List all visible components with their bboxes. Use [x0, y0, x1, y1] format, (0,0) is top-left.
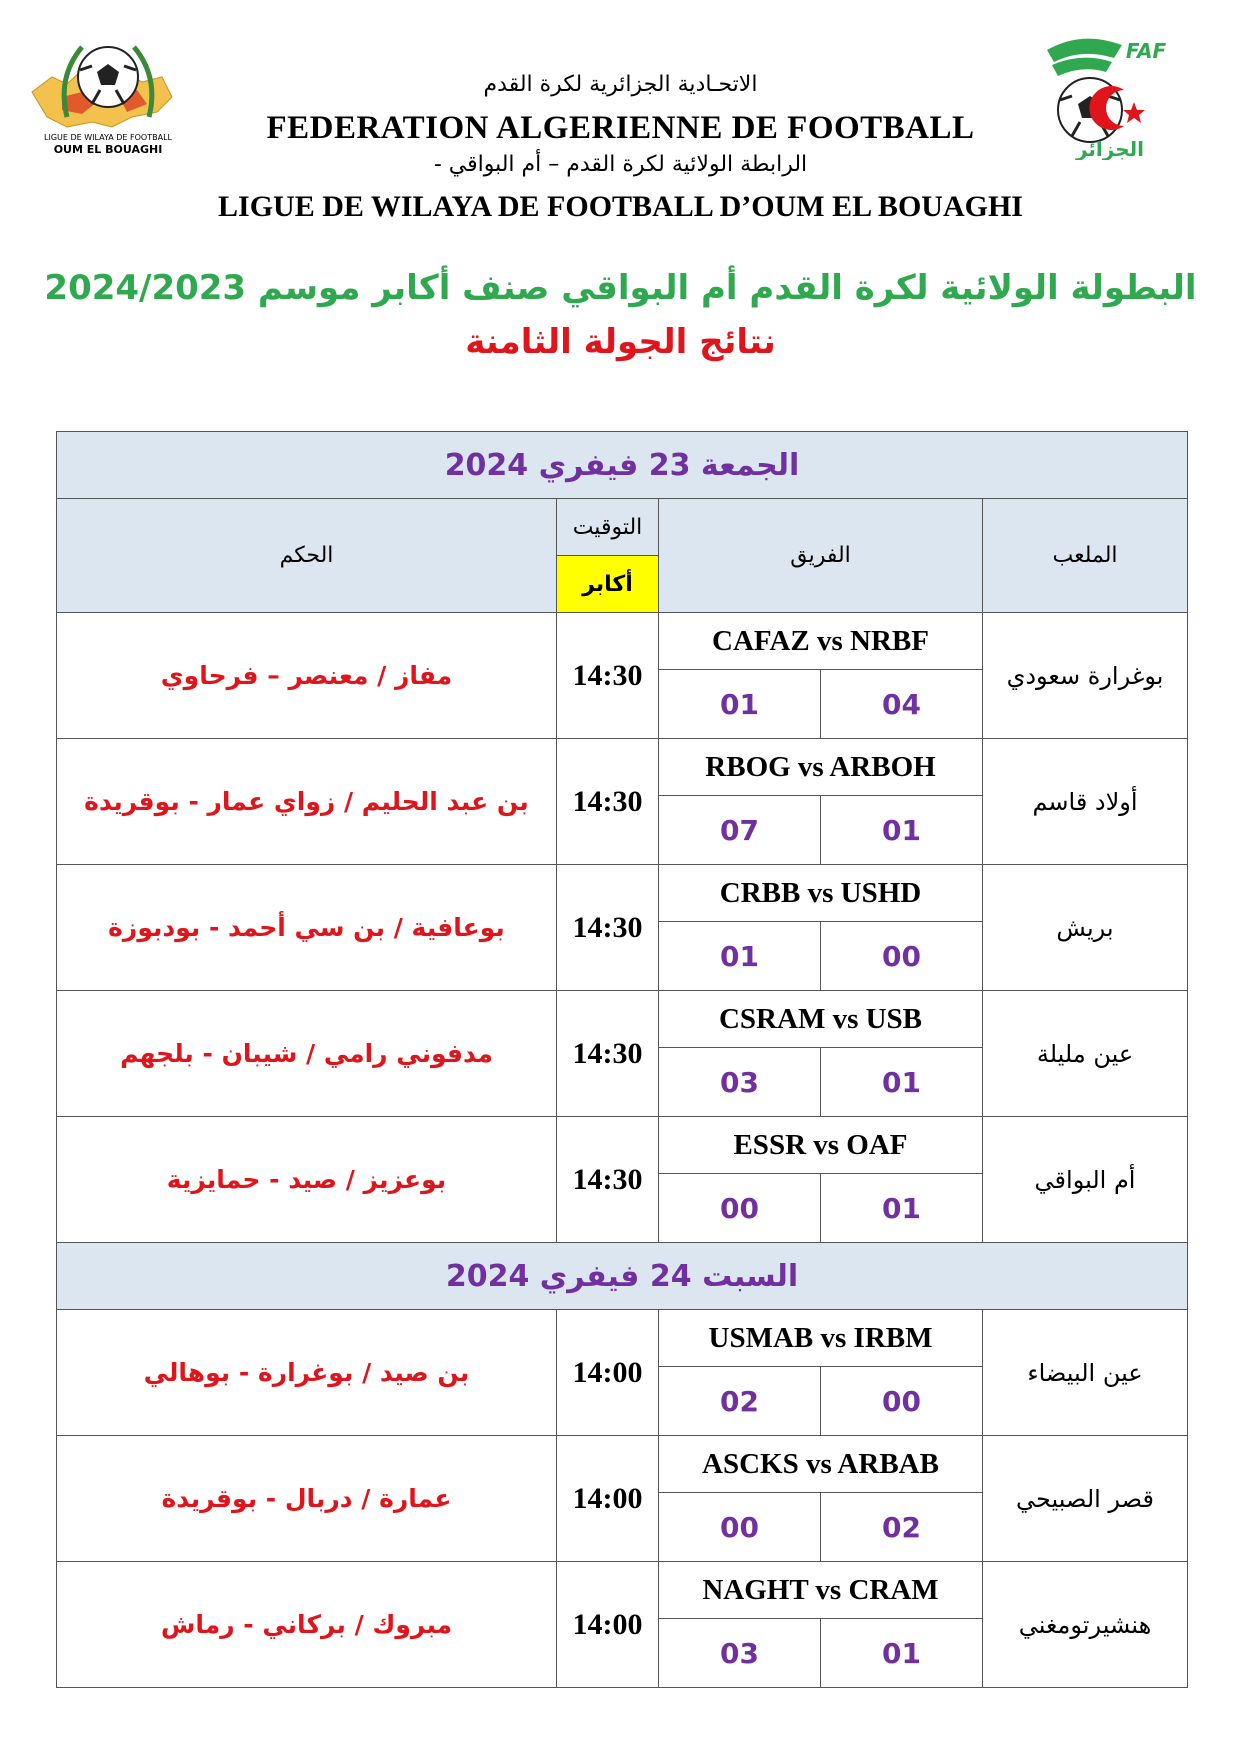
kickoff-time: 14:30 [557, 613, 659, 739]
col-referee: الحكم [57, 499, 557, 613]
table-row [57, 991, 1188, 1048]
match-teams: USMAB vs IRBM [659, 1310, 983, 1367]
score-home: 01 [821, 1174, 983, 1243]
kickoff-time: 14:00 [557, 1310, 659, 1436]
venue: أم البواقي [983, 1117, 1188, 1243]
venue: أولاد قاسم [983, 739, 1188, 865]
col-category: أكابر [557, 556, 659, 613]
score-away: 00 [659, 1493, 821, 1562]
faf-logo-text: FAF [1125, 39, 1167, 63]
score-away: 07 [659, 796, 821, 865]
league-name-arabic: الرابطة الولائية لكرة القدم – أم البواقي - [433, 152, 808, 177]
col-venue: الملعب [983, 499, 1188, 613]
venue: عين البيضاء [983, 1310, 1188, 1436]
table-row [57, 613, 1188, 670]
score-away: 02 [659, 1367, 821, 1436]
score-home: 01 [821, 796, 983, 865]
venue: هنشيرتومغني [983, 1562, 1188, 1688]
score-away: 01 [659, 670, 821, 739]
referees: بوعزيز / صيد - حمايزية [57, 1117, 557, 1243]
faf-logo-arabic: الجزائر [1075, 137, 1145, 160]
results-table [56, 431, 1188, 1688]
col-time: التوقيت [557, 499, 659, 556]
score-away: 03 [659, 1048, 821, 1117]
match-teams: ESSR vs OAF [659, 1117, 983, 1174]
venue: عين مليلة [983, 991, 1188, 1117]
score-home: 01 [821, 1619, 983, 1688]
table-row [57, 739, 1188, 796]
round-title: نتائج الجولة الثامنة [465, 322, 776, 362]
kickoff-time: 14:00 [557, 1436, 659, 1562]
match-teams: CRBB vs USHD [659, 865, 983, 922]
league-name-french: LIGUE DE WILAYA DE FOOTBALL D’OUM EL BOUAGHI [218, 190, 1023, 223]
table-row [57, 1117, 1188, 1174]
league-logo-text-2: OUM EL BOUAGHI [53, 143, 163, 156]
score-home: 00 [821, 1367, 983, 1436]
referees: مفاز / معنصر – فرحاوي [57, 613, 557, 739]
referees: مبروك / بركاني - رماش [57, 1562, 557, 1688]
score-away: 00 [659, 1174, 821, 1243]
score-home: 00 [821, 922, 983, 991]
kickoff-time: 14:30 [557, 1117, 659, 1243]
score-away: 03 [659, 1619, 821, 1688]
kickoff-time: 14:30 [557, 865, 659, 991]
score-home: 04 [821, 670, 983, 739]
federation-name-arabic: الاتحـادية الجزائرية لكرة القدم [483, 72, 758, 97]
referees: بوعافية / بن سي أحمد - بودبوزة [57, 865, 557, 991]
referees: بن صيد / بوغرارة - بوهالي [57, 1310, 557, 1436]
match-teams: NAGHT vs CRAM [659, 1562, 983, 1619]
day-header: السبت 24 فيفري 2024 [57, 1243, 1188, 1310]
championship-title: البطولة الولائية لكرة القدم أم البواقي صنف أكابر موسم 2024/2023 [44, 268, 1197, 308]
league-logo-text-1: LIGUE DE WILAYA DE FOOTBALL [44, 133, 172, 142]
match-teams: CAFAZ vs NRBF [659, 613, 983, 670]
venue: بريش [983, 865, 1188, 991]
table-row [57, 1436, 1188, 1493]
score-away: 01 [659, 922, 821, 991]
day-header: الجمعة 23 فيفري 2024 [57, 432, 1188, 499]
match-teams: ASCKS vs ARBAB [659, 1436, 983, 1493]
federation-name-french: FEDERATION ALGERIENNE DE FOOTBALL [266, 110, 975, 146]
venue: قصر الصبيحي [983, 1436, 1188, 1562]
table-row [57, 865, 1188, 922]
col-team: الفريق [659, 499, 983, 613]
match-teams: CSRAM vs USB [659, 991, 983, 1048]
kickoff-time: 14:00 [557, 1562, 659, 1688]
kickoff-time: 14:30 [557, 739, 659, 865]
score-home: 01 [821, 1048, 983, 1117]
venue: بوغرارة سعودي [983, 613, 1188, 739]
referees: عمارة / دربال - بوقريدة [57, 1436, 557, 1562]
match-teams: RBOG vs ARBOH [659, 739, 983, 796]
table-row [57, 1310, 1188, 1367]
table-row [57, 1562, 1188, 1619]
score-home: 02 [821, 1493, 983, 1562]
kickoff-time: 14:30 [557, 991, 659, 1117]
referees: بن عبد الحليم / زواي عمار - بوقريدة [57, 739, 557, 865]
referees: مدفوني رامي / شيبان - بلجهم [57, 991, 557, 1117]
